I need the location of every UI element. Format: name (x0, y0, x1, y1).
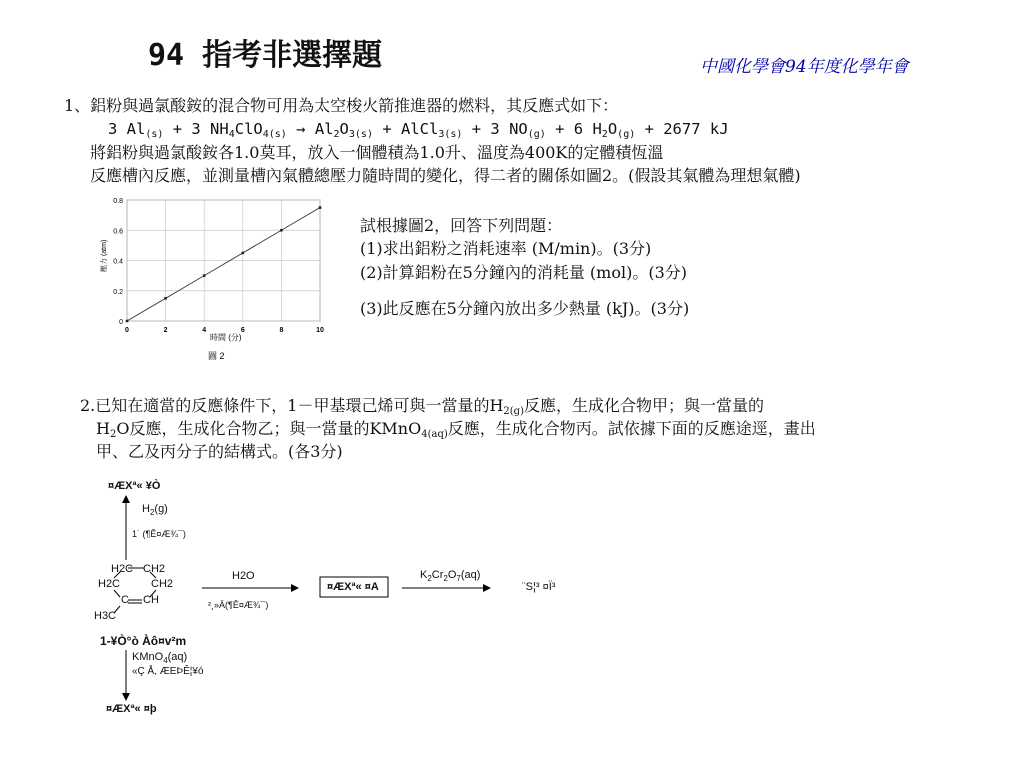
q1-sub3: (3)此反應在5分鐘內放出多少熱量 (kJ)。(3分) (360, 299, 690, 318)
ring-atom-c2: CH2 (143, 563, 166, 575)
ring-atom-c6: CH (143, 594, 159, 606)
q1-sub2: (2)計算鋁粉在5分鐘內的消耗量 (mol)。(3分) (360, 263, 688, 282)
data-point (164, 297, 167, 300)
data-point (203, 274, 206, 277)
no-reaction-label: ¨S¦³ ¤Ï³ (522, 581, 556, 593)
x-tick-label: 2 (163, 327, 168, 334)
intermediate-label: ¤ÆXª« ¤A (327, 581, 379, 593)
page-title: 94 指考非選擇題 (148, 38, 383, 73)
methyl-group: H3C (94, 610, 117, 622)
y-tick-label: 0 (119, 319, 123, 326)
q2-line3: 甲、乙及丙分子的結構式。(各3分) (96, 442, 343, 461)
y-tick-label: 0.2 (113, 288, 123, 296)
q1-line2: 將鋁粉與過氯酸銨各1.0莫耳，放入一個體積為1.0升、溫度為400K的定體積恆溫 (90, 143, 664, 162)
figure-caption: 圖 2 (208, 351, 225, 361)
h2-reagent: $H_2(g)$ (142, 503, 168, 517)
reaction-arrow: → (286, 120, 315, 138)
q2-line1: 2.已知在適當的反應條件下，1－甲基環己烯可與一當量的$H_{2(g)}$反應，生成化合物甲；與一當量的 (80, 396, 764, 417)
q1-prompt: 試根據圖2，回答下列問題： (360, 216, 563, 235)
data-point (126, 320, 129, 323)
q1-intro: 1、鋁粉與過氯酸銨的混合物可用為太空梭火箭推進器的燃料，其反應式如下： (64, 96, 619, 115)
y-tick-label: 0.8 (113, 198, 123, 205)
top-condition: 1˙ (¶Ê¤Æ¾¯) (132, 529, 186, 539)
bottom-product-label: ¤ÆXª« ¤þ (106, 703, 157, 715)
data-point (280, 229, 283, 232)
starting-material-name: 1-¥Ò°ò Àô¤v²m (100, 634, 187, 648)
x-tick-label: 6 (240, 327, 245, 334)
y-axis-label: 壓力 (atm) (101, 239, 108, 272)
x-tick-label: 4 (202, 327, 207, 334)
q2-line2: $H_2O$反應，生成化合物乙；與一當量的KMnO$_{4(aq)}$反應，生成化合物丙。試依據下面的反應途逕，畫出 (96, 419, 816, 440)
q1-sub1: (1)求出鋁粉之消耗速率 (M/min)。(3分) (360, 239, 652, 258)
organization-label: 中國化學會94年度化學年會 (700, 57, 909, 77)
ring-atom-c4: CH2 (151, 578, 174, 590)
x-axis-label: 時間 (分) (210, 333, 242, 342)
ring-atom-c5: C (121, 594, 129, 606)
data-point (319, 206, 322, 209)
mid-reagent: H2O (232, 570, 255, 582)
y-tick-label: 0.4 (113, 258, 123, 266)
top-product-label: ¤ÆXª« ¥Ò (108, 480, 161, 492)
pressure-time-chart (92, 190, 342, 370)
y-tick-label: 0.6 (113, 228, 123, 236)
series-line (127, 208, 320, 321)
permanganate-reagent: KMnO$_4$(aq) (132, 651, 188, 665)
dichromate-reagent: $K_2Cr_2O_7(aq)$ (420, 569, 481, 583)
ring-atom-c1: H2C (111, 563, 134, 575)
down-condition: «Ç Å, ÆEÞÊ¦¥ó (132, 666, 204, 677)
q1-line3: 反應槽內反應，並測量槽內氣體總壓力隨時間的變化，得二者的關係如圖2。(假設其氣體為理想氣體) (90, 166, 801, 185)
mid-condition: ²¸»Ä(¶Ê¤Æ¾¯) (208, 600, 269, 610)
data-point (242, 252, 245, 255)
x-tick-label: 10 (316, 327, 324, 334)
x-tick-label: 8 (279, 327, 284, 334)
x-tick-label: 0 (125, 327, 129, 334)
q1-equation: 3 $Al_{(s)} + 3$ $NH_4ClO_{4(s)} \to Al_2O_{3(s)}$ + AlCl$_{3(s)}$ + 3 $NO_{(g)} + 6$ $H_2O_{(g)} + 2677$ kJ (108, 120, 729, 140)
ring-atom-c3: H2C (98, 578, 121, 590)
